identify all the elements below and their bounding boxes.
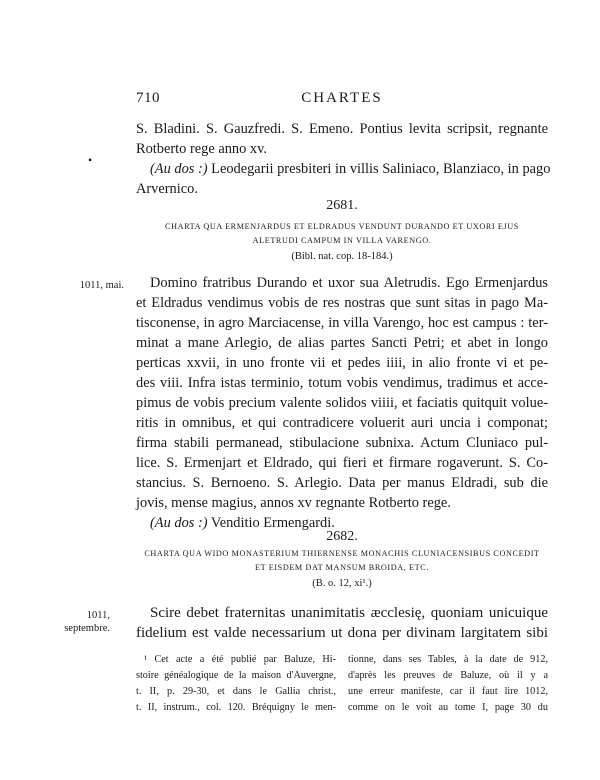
- footnote-line: une erreur manifeste, car il faut lire 1012,: [348, 686, 548, 697]
- text-line: jovis, mense magius, annos xv regnante Rotberto rege.: [136, 495, 451, 511]
- page-number: 710: [136, 90, 160, 106]
- charter-body: [136, 273, 548, 533]
- charter-number: 2681.: [326, 198, 358, 213]
- text-line: (Au dos :) Venditio Ermengardi.: [150, 515, 335, 531]
- charter-rubric: [136, 220, 548, 248]
- footnote-column-right: [348, 652, 548, 716]
- rubric-line: CHARTA QUA ERMENJARDUS ET ELDRADUS VENDUNT DURANDO ET UXORI EJUS: [165, 222, 519, 231]
- charter-rubric: [136, 547, 548, 575]
- au-dos-label: (Au dos :): [150, 161, 208, 177]
- rubric-line: CHARTA QUA WIDO MONASTERIUM THIERNENSE MONACHIS CLUNIACENSIBUS CONCEDIT: [144, 549, 540, 558]
- text-line: tisconense, in agro Marciacense, in villa Varengo, hoc est campus : ter-: [136, 315, 548, 331]
- previous-charter-end: [136, 119, 551, 199]
- margin-date: 1011, mai.: [79, 280, 124, 291]
- footnote-line: ¹ Cet acte a été publié par Baluze, Hi-: [144, 654, 336, 665]
- text-line: et Eldradus vendimus vobis de res nostras que sunt sitas in pago Ma-: [136, 295, 548, 311]
- footnote-column-left: [136, 652, 336, 716]
- text-line: Scire debet fraternitas unanimitatis æcclesię, quoniam unicuique: [150, 605, 548, 621]
- text-line: S. Bladini. S. Gauzfredi. S. Emeno. Pontius levita scripsit, regnante: [136, 121, 548, 137]
- au-dos-label: (Au dos :): [150, 515, 208, 531]
- margin-date: 1011, septembre.: [64, 610, 110, 634]
- footnote-line: t. II, instrum., col. 120. Bréquigny le men-: [136, 702, 336, 713]
- footnote-line: stoire généalogique de la maison d'Auvergne,: [136, 670, 336, 681]
- text-line: Arvernico.: [136, 181, 198, 197]
- text-line: perticas xxvii, in uno fronte vii et pedes iiii, in alio fronte vi et pe-: [136, 355, 548, 371]
- rubric-line: ALETRUDI CAMPUM IN VILLA VARENGO.: [252, 236, 432, 245]
- text-line: minat a mane Arlegio, de alias partes Sancti Petri; et abet in longo: [136, 335, 548, 351]
- text-line: fidelium est valde necessarium ut dona per divinam largitatem sibi: [136, 625, 548, 641]
- text-line: Domino fratribus Durando et uxor sua Aletrudis. Ego Ermenjardus: [150, 275, 548, 291]
- footnote-line: tionne, dans ses Tables, à la date de 912,: [348, 654, 548, 665]
- text-line: (Au dos :) Leodegarii presbiteri in villis Saliniaco, Blanziaco, in pago: [150, 161, 551, 177]
- charter-source: (B. o. 12, xi¹.): [312, 578, 372, 589]
- text-line: ritis in omnibus, et qui contradicere voluerit auri uncia i componat;: [136, 415, 548, 431]
- footnote-line: t. II, p. 29-30, et dans le Gallia christ.,: [136, 686, 336, 697]
- charter-source: (Bibl. nat. cop. 18-184.): [291, 251, 393, 262]
- text-line: stancius. S. Bernoeno. S. Arlegio. Data per manus Eldradi, sub die: [136, 475, 548, 491]
- text-line: pimus de vobis precium valente solidos viiii, et faciatis quitquit volue-: [136, 395, 548, 411]
- footnote-line: comme on le voit au tome I, page 30 du: [348, 702, 548, 713]
- running-title: CHARTES: [301, 90, 383, 106]
- text-line: firma stabili permanead, stibulacione subnixa. Actum Cluniaco pul-: [136, 435, 548, 451]
- charter-body: [136, 603, 548, 643]
- footnote-line: d'après les preuves de Baluze, où il y a: [348, 670, 548, 681]
- margin-mark: •: [88, 153, 93, 167]
- rubric-line: ET EISDEM DAT MANSUM BROIDA, ETC.: [255, 563, 429, 572]
- text-line: des viii. Infra istas terminio, totum vobis vendimus, tradimus et acce-: [136, 375, 548, 391]
- charter-number: 2682.: [326, 529, 358, 544]
- text-line: Rotberto rege anno xv.: [136, 141, 267, 157]
- running-header: [136, 90, 548, 110]
- text-line: lice. S. Ermenjart et Eldrado, qui fieri et firmare rogaverunt. S. Co-: [136, 455, 548, 471]
